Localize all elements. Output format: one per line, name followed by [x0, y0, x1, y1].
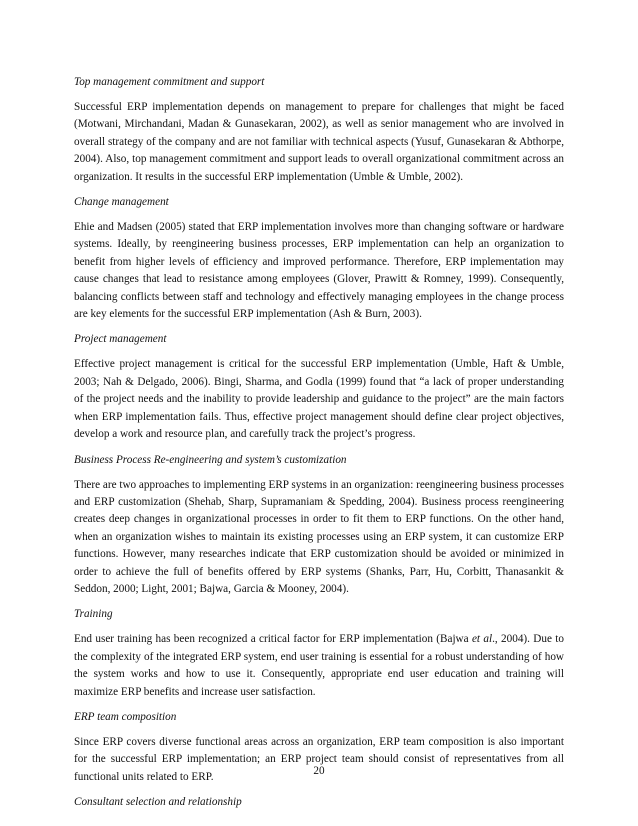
section-body-training [74, 631, 564, 701]
section-body-change-management: Ehie and Madsen (2005) stated that ERP implementation involves more than changing software or hardware systems. Ideally, by reengineering business processes, ERP implementation can help an organization to benefit from higher levels of efficiency and improved performance. Therefore, ERP implementation may cause changes that lead to resistance among employees (Glover, Prawitt & Romney, 1999). Consequently, balancing conflicts between staff and technology and effectively managing employees in the change process are key elements for the successful ERP implementation (Ash & Burn, 2003). [74, 221, 564, 321]
training-text-after: ., 2004). Due to the complexity of the integrated ERP system, end user training is essential for a robust understanding of how the system works and how to use it. Consequently, appropriate end user education and training will maximize ERP benefits and increase user satisfaction. [74, 633, 564, 698]
document-page [74, 74, 564, 819]
training-text-italic: et al [471, 633, 493, 646]
section-body-bpr-customization: There are two approaches to implementing ERP systems in an organization: reengineering business processes and ERP customization (Shehab, Sharp, Supramaniam & Spedding, 2004). Business process reengineering creates deep changes in organizational processes in order to fit them to ERP functions. On the other hand, when an organization wishes to maintain its existing processes using an ERP system, it can customize ERP functions. However, many researches indicate that ERP customization should be avoided or minimized in order to achieve the full of benefits offered by ERP systems (Shanks, Parr, Hu, Corbitt, Thanasankit & Seddon, 2000; Light, 2001; Bajwa, Garcia & Mooney, 2004). [74, 478, 564, 595]
section-heading-team-composition: ERP team composition [74, 710, 177, 723]
section-heading-bpr-customization: Business Process Re-engineering and system’s customization [74, 453, 347, 466]
section-body-top-management: Successful ERP implementation depends on management to prepare for challenges that might be faced (Motwani, Mirchandani, Madan & Gunasekaran, 2002), as well as senior management who are involved in overall strategy of the company and are not familiar with technical aspects (Yusuf, Gunasekaran & Abthorpe, 2004). Also, top management commitment and support leads to overall organizational commitment across an organization. It results in the successful ERP implementation (Umble & Umble, 2002). [74, 101, 564, 183]
section-heading-change-management: Change management [74, 196, 169, 209]
training-text-before: End user training has been recognized a critical factor for ERP implementation (Bajwa [74, 633, 472, 646]
page-number: 20 [313, 765, 325, 777]
section-heading-consultant-selection: Consultant selection and relationship [74, 796, 242, 809]
section-heading-training: Training [74, 608, 113, 621]
section-heading-top-management: Top management commitment and support [74, 76, 265, 88]
section-body-team-composition: Since ERP covers diverse functional areas across an organization, ERP team composition is also important for the successful ERP implementation; an ERP project team should consist of representatives from all functional units related to ERP. [74, 735, 564, 783]
section-body-project-management: Effective project management is critical for the successful ERP implementation (Umble, Haft & Umble, 2003; Nah & Delgado, 2006). Bingi, Sharma, and Godla (1999) found that “a lack of proper understanding of the project needs and the inability to provide leadership and guidance to the project” are the main factors when ERP implementation fails. Thus, effective project management should define clear project objectives, develop a work and resource plan, and carefully track the project’s progress. [74, 358, 564, 441]
section-heading-project-management: Project management [74, 333, 167, 346]
